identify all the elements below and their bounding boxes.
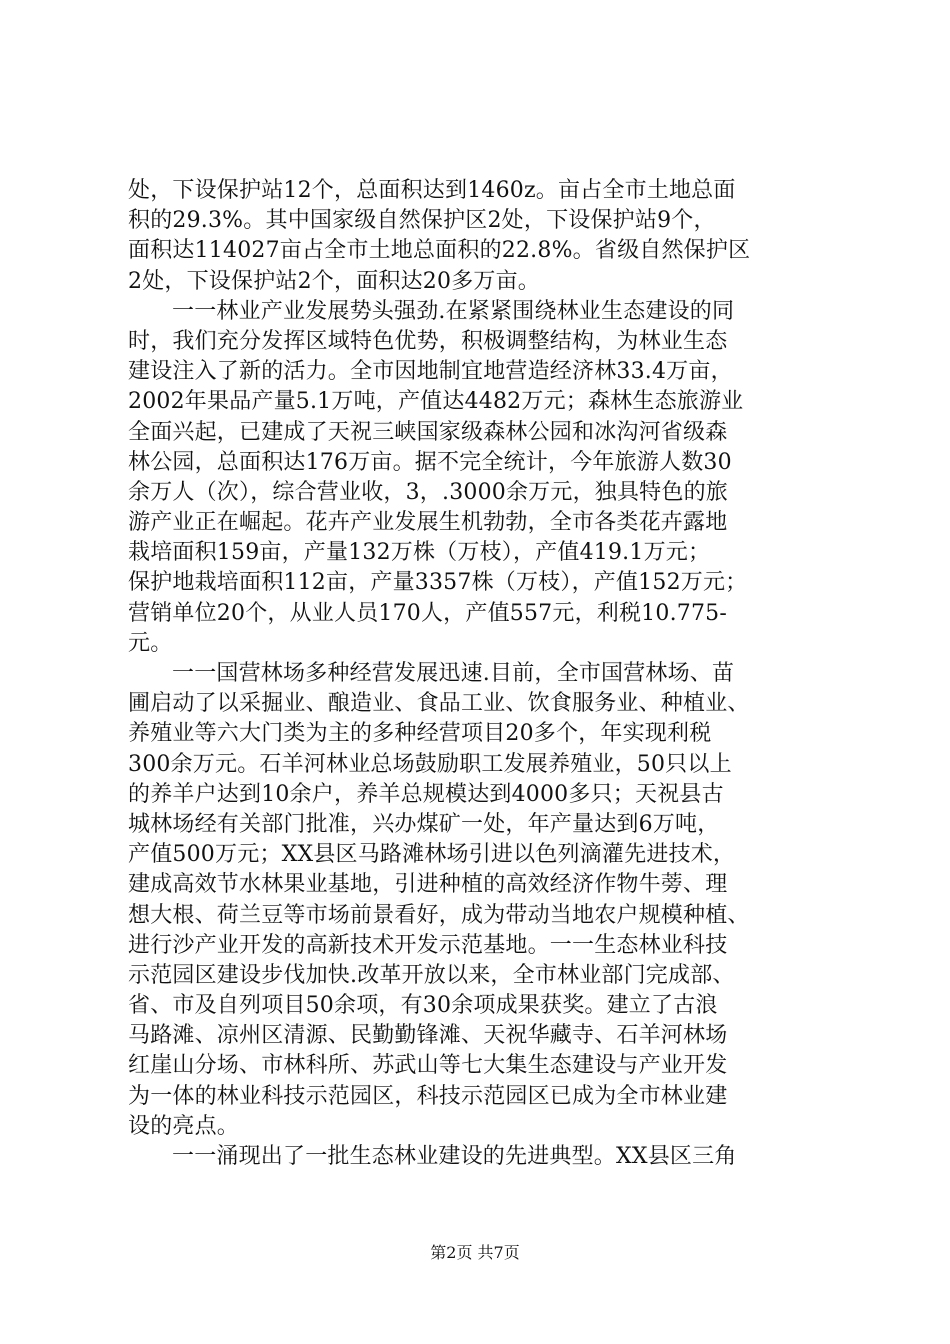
text-line: 栽培面积159亩，产量132万株（万枝），产值419.1万元；: [128, 540, 711, 566]
text-line: 面积达114027亩占全市土地总面积的22.8%。省级自然保护区: [128, 238, 751, 264]
text-line: 想大根、荷兰豆等市场前景看好，成为带动当地农户规模种植、: [128, 902, 750, 928]
text-line: 余万人（次），综合营业收，3，.3000余万元，独具特色的旅: [128, 479, 728, 505]
text-line: 的养羊户达到10余户，养羊总规模达到4000多只；天祝县古: [128, 781, 724, 807]
text-line: 省、市及自列项目50余项，有30余项成果获奖。建立了古浪: [128, 993, 718, 1019]
text-line: 圃启动了以采掘业、酿造业、食品工业、饮食服务业、种植业、: [128, 691, 750, 717]
text-line: 红崖山分场、市林科所、苏武山等七大集生态建设与产业开发: [128, 1053, 728, 1079]
text-line: 林公园，总面积达176万亩。据不完全统计，今年旅游人数30: [128, 449, 732, 475]
text-line: 进行沙产业开发的高新技术开发示范基地。一一生态林业科技: [128, 932, 728, 958]
text-line: 游产业正在崛起。花卉产业发展生机勃勃，全市各类花卉露地: [128, 510, 728, 536]
text-line: 积的29.3%。其中国家级自然保护区2处，下设保护站9个，: [128, 208, 716, 234]
text-line: 为一体的林业科技示范园区，科技示范园区已成为全市林业建: [128, 1083, 728, 1109]
text-line: 示范园区建设步伐加快.改革开放以来，全市林业部门完成部、: [128, 962, 735, 988]
text-line: 时，我们充分发挥区域特色优势，积极调整结构，为林业生态: [128, 328, 728, 354]
page-number-footer: 第2页 共7页: [430, 1243, 520, 1262]
text-line: 建成高效节水林果业基地，引进种植的高效经济作物牛蒡、理: [128, 872, 728, 898]
text-line: 一一林业产业发展势头强劲.在紧紧围绕林业生态建设的同: [172, 298, 735, 324]
text-line: 2处，下设保护站2个，面积达20多万亩。: [128, 268, 540, 294]
text-line: 营销单位20个，从业人员170人，产值557元，利税10.775-: [128, 600, 727, 626]
text-line: 城林场经有关部门批准，兴办煤矿一处，年产量达到6万吨，: [128, 811, 720, 837]
text-line: 设的亮点。: [128, 1113, 240, 1139]
text-line: 建设注入了新的活力。全市因地制宜地营造经济林33.4万亩，: [128, 359, 733, 385]
text-line: 全面兴起，已建成了天祝三峡国家级森林公园和冰沟河省级森: [128, 419, 728, 445]
text-line: 马路滩、凉州区清源、民勤勤锋滩、天祝华藏寺、石羊河林场: [128, 1023, 728, 1049]
text-line: 一一涌现出了一批生态林业建设的先进典型。XX县区三角: [172, 1144, 737, 1169]
text-line: 元。: [128, 630, 173, 656]
text-line: 300余万元。石羊河林业总场鼓励职工发展养殖业，50只以上: [128, 751, 732, 777]
text-line: 2002年果品产量5.1万吨，产值达4482万元；森林生态旅游业: [128, 389, 744, 415]
text-line: 一一国营林场多种经营发展迅速.目前，全市国营林场、苗: [172, 661, 735, 686]
text-line: 养殖业等六大门类为主的多种经营项目20多个，年实现利税: [128, 721, 712, 747]
document-body: [128, 176, 828, 1172]
text-line: 产值500万元；XX县区马路滩林场引进以色列滴灌先进技术，: [128, 842, 736, 868]
text-line: 处，下设保护站12个，总面积达到1460z。亩占全市土地总面: [128, 178, 736, 203]
text-line: 保护地栽培面积112亩，产量3357株（万枝），产值152万元；: [128, 570, 748, 596]
